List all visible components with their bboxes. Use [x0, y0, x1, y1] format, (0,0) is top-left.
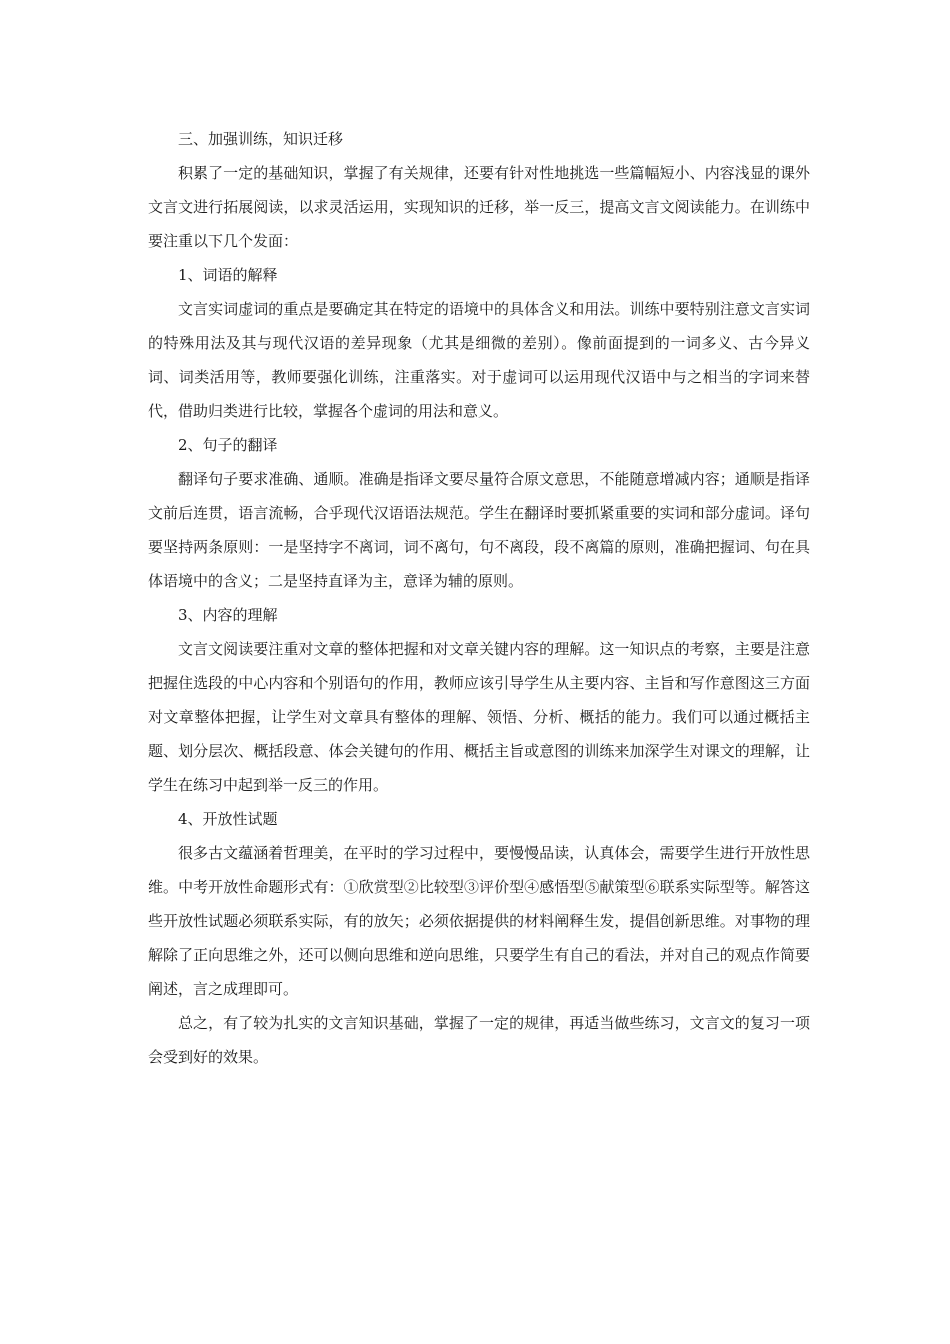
subsection-heading: 3、内容的理解	[178, 606, 278, 624]
body-paragraph: 文言实词虚词的重点是要确定其在特定的语境中的具体含义和用法。训练中要特别注意文言实词的特殊用法及其与现代汉语的差异现象（尤其是细微的差别）。像前面提到的一词多义、古今异义词、词类活用等，教师要强化训练，注重落实。对于虚词可以运用现代汉语中与之相当的字词来替代，借助归类进行比较，掌握各个虚词的用法和意义。	[148, 300, 810, 420]
body-paragraph: 翻译句子要求准确、通顺。准确是指译文要尽量符合原文意思，不能随意增减内容；通顺是指译文前后连贯，语言流畅，合乎现代汉语语法规范。学生在翻译时要抓紧重要的实词和部分虚词。译句要坚持两条原则：一是坚持字不离词，词不离句，句不离段，段不离篇的原则，准确把握词、句在具体语境中的含义；二是坚持直译为主，意译为辅的原则。	[148, 470, 810, 590]
conclusion-paragraph: 总之，有了较为扎实的文言知识基础，掌握了一定的规律，再适当做些练习，文言文的复习一项会受到好的效果。	[148, 1014, 810, 1066]
subsection-heading: 2、句子的翻译	[178, 436, 278, 454]
body-paragraph: 文言文阅读要注重对文章的整体把握和对文章关键内容的理解。这一知识点的考察，主要是注意把握住选段的中心内容和个别语句的作用，教师应该引导学生从主要内容、主旨和写作意图这三方面对文章整体把握，让学生对文章具有整体的理解、领悟、分析、概括的能力。我们可以通过概括主题、划分层次、概括段意、体会关键句的作用、概括主旨或意图的训练来加深学生对课文的理解，让学生在练习中起到举一反三的作用。	[148, 640, 810, 794]
subsection-heading: 4、开放性试题	[178, 810, 278, 828]
subsection-heading: 1、词语的解释	[178, 266, 278, 284]
body-paragraph: 积累了一定的基础知识，掌握了有关规律，还要有针对性地挑选一些篇幅短小、内容浅显的课外文言文进行拓展阅读，以求灵活运用，实现知识的迁移，举一反三，提高文言文阅读能力。在训练中要注重以下几个发面：	[148, 164, 810, 250]
document-body	[148, 122, 810, 1074]
body-paragraph: 很多古文蕴涵着哲理美，在平时的学习过程中，要慢慢品读，认真体会，需要学生进行开放性思维。中考开放性命题形式有：①欣赏型②比较型③评价型④感悟型⑤献策型⑥联系实际型等。解答这些开放性试题必须联系实际，有的放矢；必须依据提供的材料阐释生发，提倡创新思维。对事物的理解除了正向思维之外，还可以侧向思维和逆向思维，只要学生有自己的看法，并对自己的观点作简要阐述，言之成理即可。	[148, 844, 810, 998]
section-heading: 三、加强训练，知识迁移	[178, 130, 344, 148]
